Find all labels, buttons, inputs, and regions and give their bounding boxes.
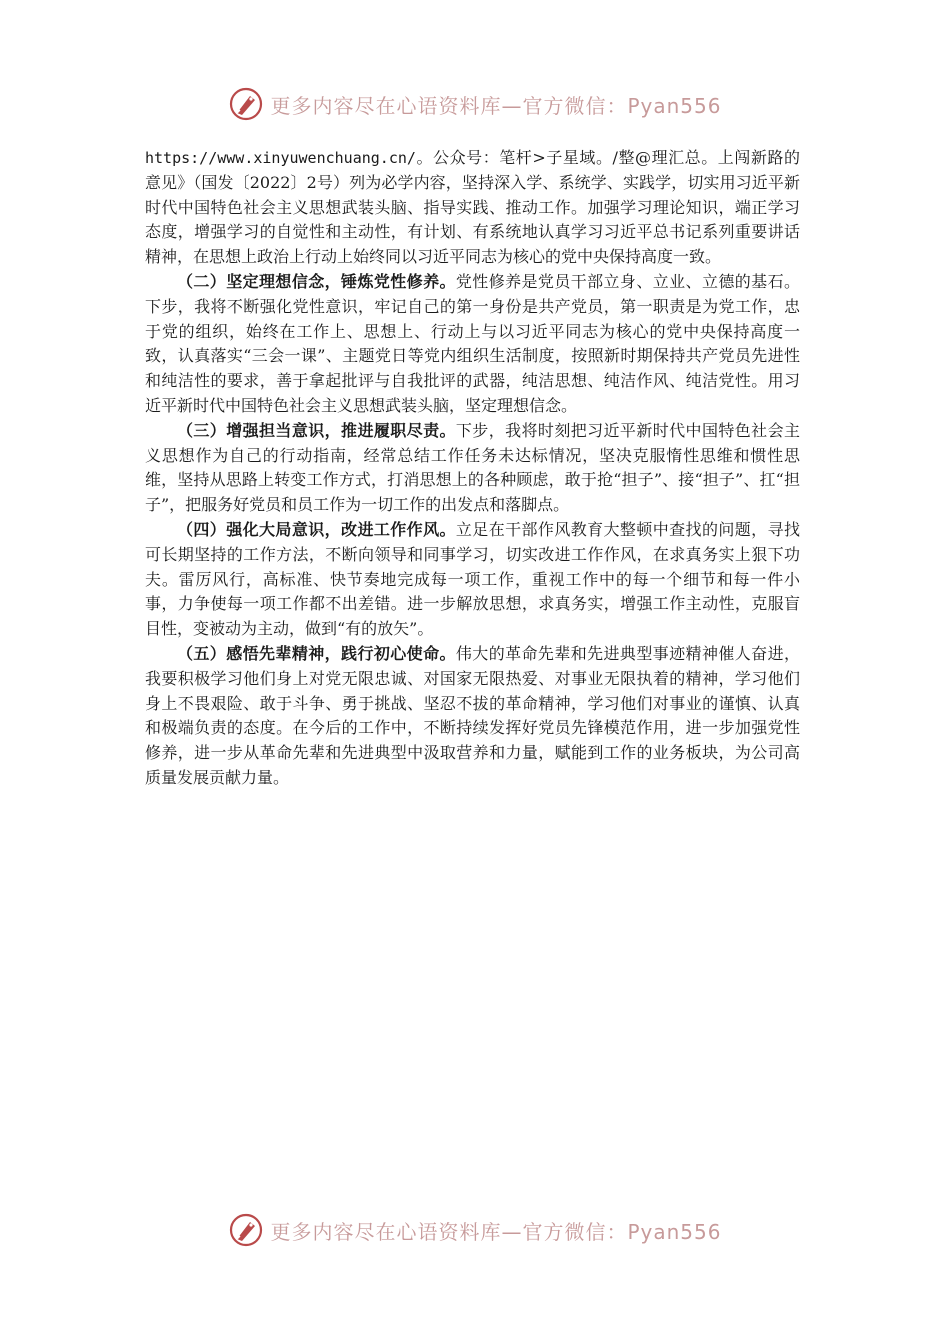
paragraph-5-text: 伟大的革命先辈和先进典型事迹精神催人奋进，我要积极学习他们身上对党无限忠诚、对国家无限热爱、对事业无限执着的精神，学习他们身上不畏艰险、敢于斗争、勇于挑战、坚忍不拔的革命精神，学习他们对事业的谨慎、认真和极端负责的态度。在今后的工作中，不断持续发挥好党员先锋模范作用，进一步加强党性修养，进一步从革命先辈和先进典型中汲取营养和力量，赋能到工作的业务板块，为公司高质量发展贡献力量。 bbox=[145, 643, 800, 787]
section-heading-5: （五）感悟先辈精神，践行初心使命。 bbox=[177, 643, 456, 663]
footer-banner bbox=[0, 1210, 950, 1250]
footer-banner-text: 更多内容尽在心语资料库—官方微信：Pyan556 bbox=[270, 1219, 722, 1244]
document-body bbox=[145, 146, 800, 791]
paragraph-4 bbox=[145, 518, 800, 642]
section-heading-3: （三）增强担当意识，推进履职尽责。 bbox=[177, 420, 456, 440]
paragraph-1-text: 。公众号：笔杆>子星域。/整@理汇总。上闯新路的意见》（国发〔2022〕2号）列为必学内容，坚持深入学、系统学、实践学，切实用习近平新时代中国特色社会主义思想武装头脑、指导实践、推动工作。加强学习理论知识，端正学习态度，增强学习的自觉性和主动性，有计划、有系统地认真学习习近平总书记系列重要讲话精神，在思想上政治上行动上始终同以习近平同志为核心的党中央保持高度一致。 bbox=[145, 148, 800, 267]
section-heading-2: （二）坚定理想信念，锤炼党性修养。 bbox=[177, 271, 456, 291]
pen-nib-logo-icon bbox=[228, 86, 264, 122]
header-banner bbox=[0, 84, 950, 124]
section-heading-4: （四）强化大局意识，改进工作作风。 bbox=[177, 519, 456, 539]
source-url[interactable]: https://www.xinyuwenchuang.cn/ bbox=[145, 149, 416, 167]
paragraph-5 bbox=[145, 642, 800, 791]
paragraph-4-text: 立足在干部作风教育大整顿中查找的问题，寻找可长期坚持的工作方法，不断向领导和同事学习，切实改进工作作风，在求真务实上狠下功夫。雷厉风行，高标准、快节奏地完成每一项工作，重视工作中的每一个细节和每一件小事，力争使每一项工作都不出差错。进一步解放思想，求真务实，增强工作主动性，克服盲目性，变被动为主动，做到“有的放矢”。 bbox=[145, 519, 800, 639]
pen-nib-logo-icon bbox=[228, 1212, 264, 1248]
paragraph-2 bbox=[145, 270, 800, 419]
header-banner-text: 更多内容尽在心语资料库—官方微信：Pyan556 bbox=[270, 93, 722, 118]
paragraph-2-text: 党性修养是党员干部立身、立业、立德的基石。下步，我将不断强化党性意识，牢记自己的第一身份是共产党员，第一职责是为党工作，忠于党的组织，始终在工作上、思想上、行动上与以习近平同志为核心的党中央保持高度一致，认真落实“三会一课”、主题党日等党内组织生活制度，按照新时期保持共产党员先进性和纯洁性的要求，善于拿起批评与自我批评的武器，纯洁思想、纯洁作风、纯洁党性。用习近平新时代中国特色社会主义思想武装头脑，坚定理想信念。 bbox=[145, 271, 800, 415]
paragraph-1 bbox=[145, 146, 800, 270]
paragraph-3 bbox=[145, 419, 800, 518]
paragraph-3-text: 下步，我将时刻把习近平新时代中国特色社会主义思想作为自己的行动指南，经常总结工作任务未达标情况，坚决克服惰性思维和惯性思维，坚持从思路上转变工作方式，打消思想上的各种顾虑，敢于抢“担子”、接“担子”、扛“担子”，把服务好党员和员工作为一切工作的出发点和落脚点。 bbox=[145, 420, 800, 515]
